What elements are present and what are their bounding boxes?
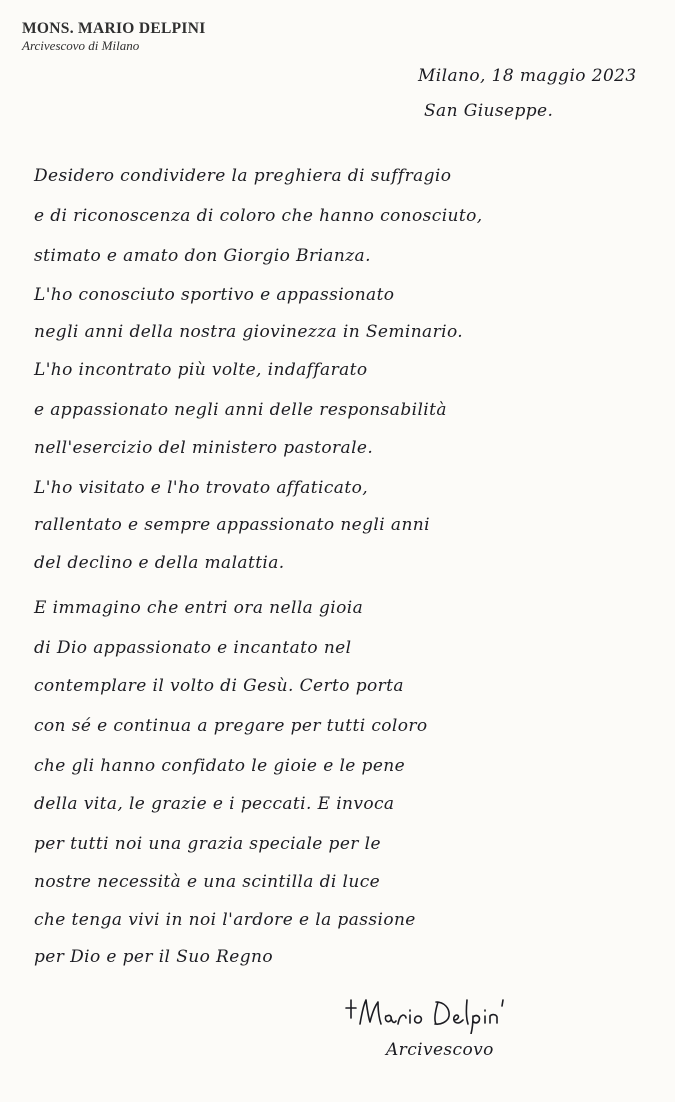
body-line: L'ho conosciuto sportivo e appassionato bbox=[34, 285, 395, 305]
letterhead bbox=[22, 20, 206, 53]
body-line: contemplare il volto di Gesù. Certo porta bbox=[34, 676, 404, 696]
letterhead-name: MONS. MARIO DELPINI bbox=[22, 20, 206, 37]
body-line: della vita, le grazie e i peccati. E invoca bbox=[34, 794, 395, 814]
body-line: rallentato e sempre appassionato negli anni bbox=[34, 515, 430, 535]
body-line: nostre necessità e una scintilla di luce bbox=[34, 872, 381, 892]
body-line: per Dio e per il Suo Regno bbox=[34, 947, 273, 967]
body-line: che gli hanno confidato le gioie e le pene bbox=[34, 756, 406, 776]
body-line: E immagino che entri ora nella gioia bbox=[34, 598, 364, 618]
letter-date: Milano, 18 maggio 2023 bbox=[418, 66, 637, 86]
body-line: con sé e continua a pregare per tutti coloro bbox=[34, 716, 428, 736]
body-line: L'ho visitato e l'ho trovato affaticato, bbox=[34, 478, 369, 498]
body-line: nell'esercizio del ministero pastorale. bbox=[34, 438, 374, 458]
signature-scrawl bbox=[340, 994, 570, 1034]
body-line: e di riconoscenza di coloro che hanno conosciuto, bbox=[34, 206, 483, 226]
body-line: che tenga vivi in noi l'ardore e la passione bbox=[34, 910, 416, 930]
body-line: del declino e della malattia. bbox=[34, 553, 285, 573]
body-line: di Dio appassionato e incantato nel bbox=[34, 638, 352, 658]
body-line: stimato e amato don Giorgio Brianza. bbox=[34, 246, 371, 266]
letterhead-title: Arcivescovo di Milano bbox=[22, 38, 140, 53]
signature-role: Arcivescovo bbox=[386, 1040, 494, 1060]
body-line: per tutti noi una grazia speciale per le bbox=[34, 834, 381, 854]
body-line: e appassionato negli anni delle responsabilità bbox=[34, 400, 447, 420]
body-line: negli anni della nostra giovinezza in Seminario. bbox=[34, 322, 464, 342]
body-line: Desidero condividere la preghiera di suffragio bbox=[34, 166, 452, 186]
letter-feast: San Giuseppe. bbox=[424, 101, 554, 121]
body-line: L'ho incontrato più volte, indaffarato bbox=[34, 360, 368, 380]
